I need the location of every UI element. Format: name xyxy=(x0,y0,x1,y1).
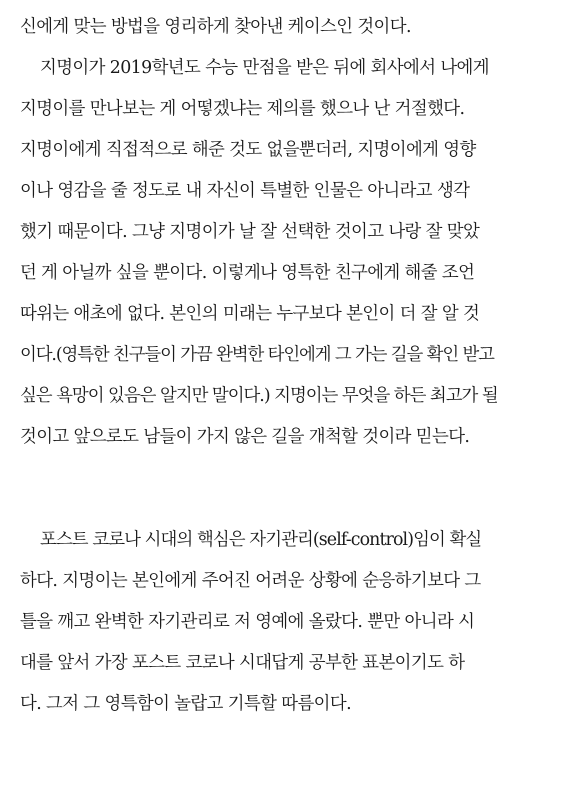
paragraph-2-line-7: 따위는 애초에 없다. 본인의 미래는 누구보다 본인이 더 잘 알 것 xyxy=(20,304,480,324)
paragraph-2-line-1: 지명이가 2019학년도 수능 만점을 받은 뒤에 회사에서 나에게 xyxy=(40,58,489,78)
paragraph-2-line-9: 싶은 욕망이 있음은 알지만 말이다.) 지명이는 무엇을 하든 최고가 될 xyxy=(20,386,498,406)
paragraph-3-line-5: 다. 그저 그 영특함이 놀랍고 기특할 따름이다. xyxy=(20,694,352,714)
paragraph-3-line-1: 포스트 코로나 시대의 핵심은 자기관리(self-control)임이 확실 xyxy=(40,530,482,550)
paragraph-2-line-3: 지명이에게 직접적으로 해준 것도 없을뿐더러, 지명이에게 영향 xyxy=(20,140,476,160)
paragraph-2-line-8: 이다.(영특한 친구들이 가끔 완벽한 타인에게 그 가는 길을 확인 받고 xyxy=(20,345,494,365)
paragraph-2-line-4: 이나 영감을 줄 정도로 내 자신이 특별한 인물은 아니라고 생각 xyxy=(20,181,470,201)
paragraph-3-line-4: 대를 앞서 가장 포스트 코로나 시대답게 공부한 표본이기도 하 xyxy=(20,653,465,673)
paragraph-2-line-10: 것이고 앞으로도 남들이 가지 않은 길을 개척할 것이라 믿는다. xyxy=(20,427,470,447)
paragraph-3-line-3: 틀을 깨고 완벽한 자기관리로 저 영예에 올랐다. 뿐만 아니라 시 xyxy=(20,612,475,632)
paragraph-2-line-6: 던 게 아닐까 싶을 뿐이다. 이렇게나 영특한 친구에게 해줄 조언 xyxy=(20,263,475,283)
paragraph-3-line-2: 하다. 지명이는 본인에게 주어진 어려운 상황에 순응하기보다 그 xyxy=(20,571,481,591)
paragraph-2-line-2: 지명이를 만나보는 게 어떻겠냐는 제의를 했으나 난 거절했다. xyxy=(20,99,465,119)
paragraph-2-line-5: 했기 때문이다. 그냥 지명이가 날 잘 선택한 것이고 나랑 잘 맞았 xyxy=(20,222,480,242)
paragraph-1-line-1: 신에게 맞는 방법을 영리하게 찾아낸 케이스인 것이다. xyxy=(20,17,411,37)
